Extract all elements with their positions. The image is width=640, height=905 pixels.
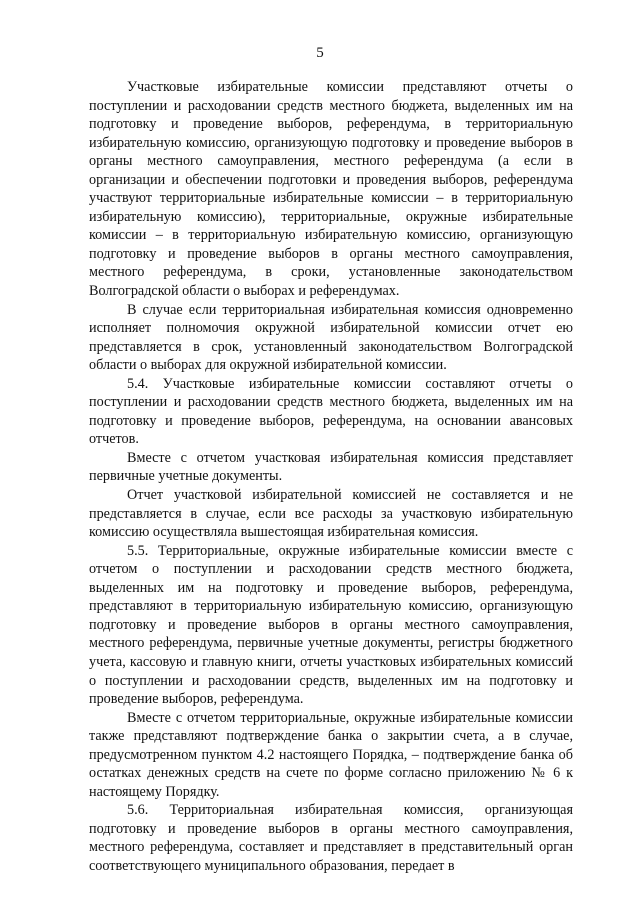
paragraph-reports-by-precinct-commissions: Участковые избирательные комиссии представляют отчеты о поступлении и расходовании средств местного бюджета, выделенных им на подготовку и проведение выборов, референдума, в территориальную избирательную комиссию, организующую подготовку и проведение выборов в органы местного самоуправления, местного референдума (а если в организации и обеспечении подготовки и проведения выборов, референдума участвуют территориальные избирательные комиссии – в территориальную избирательную комиссию), территориальные, окружные избирательные комиссии – в территориальную избирательную комиссию, организующую подготовку и проведение выборов в органы местного самоуправления, местного референдума, в сроки, установленные законодательством Волгоградской области о выборах и референдумах.	[89, 79, 573, 300]
paragraph-clause-5-5: 5.5. Территориальные, окружные избирательные комиссии вместе с отчетом о поступлении и расходовании средств местного бюджета, выделенных им на подготовку и проведение выборов, референдума, представляют в территориальную избирательную комиссию, организующую подготовку и проведение выборов в органы местного самоуправления, местного референдума, первичные учетные документы, регистры бюджетного учета, кассовую и главную книги, отчеты участковых избирательных комиссий о поступлении и расходовании средств, выделенных им на подготовку и проведение выборов, референдума.	[89, 542, 573, 708]
paragraph-primary-documents: Вместе с отчетом участковая избирательная комиссия представляет первичные учетные документы.	[89, 449, 573, 485]
paragraph-territorial-acting-as-district: В случае если территориальная избирательная комиссия одновременно исполняет полномочия окружной избирательной комиссии отчет ею представляется в срок, установленный законодательством Волгоградской области о выборах для окружной избирательной комиссии.	[89, 301, 573, 374]
document-body	[89, 78, 573, 876]
paragraph-bank-confirmation: Вместе с отчетом территориальные, окружные избирательные комиссии также представляют подтверждение банка о закрытии счета, а в случае, предусмотренном пунктом 4.2 настоящего Порядка, – подтверждение банка об остатках денежных средств на счете по форме согласно приложению № 6 к настоящему Порядку.	[89, 709, 573, 800]
paragraph-report-not-compiled: Отчет участковой избирательной комиссией не составляется и не представляется в случае, если все расходы за участковую избирательную комиссию осуществляла вышестоящая избирательная комиссия.	[89, 487, 573, 541]
paragraph-clause-5-6: 5.6. Территориальная избирательная комиссия, организующая подготовку и проведение выборов в органы местного самоуправления, местного референдума, составляет и представляет в представительный орган соответствующего муниципального образования, передает в	[89, 802, 573, 874]
page-number: 5	[316, 45, 324, 61]
paragraph-clause-5-4: 5.4. Участковые избирательные комиссии составляют отчеты о поступлении и расходовании средств местного бюджета, выделенных им на подготовку и проведение выборов, референдума, на основании авансовых отчетов.	[89, 375, 573, 448]
